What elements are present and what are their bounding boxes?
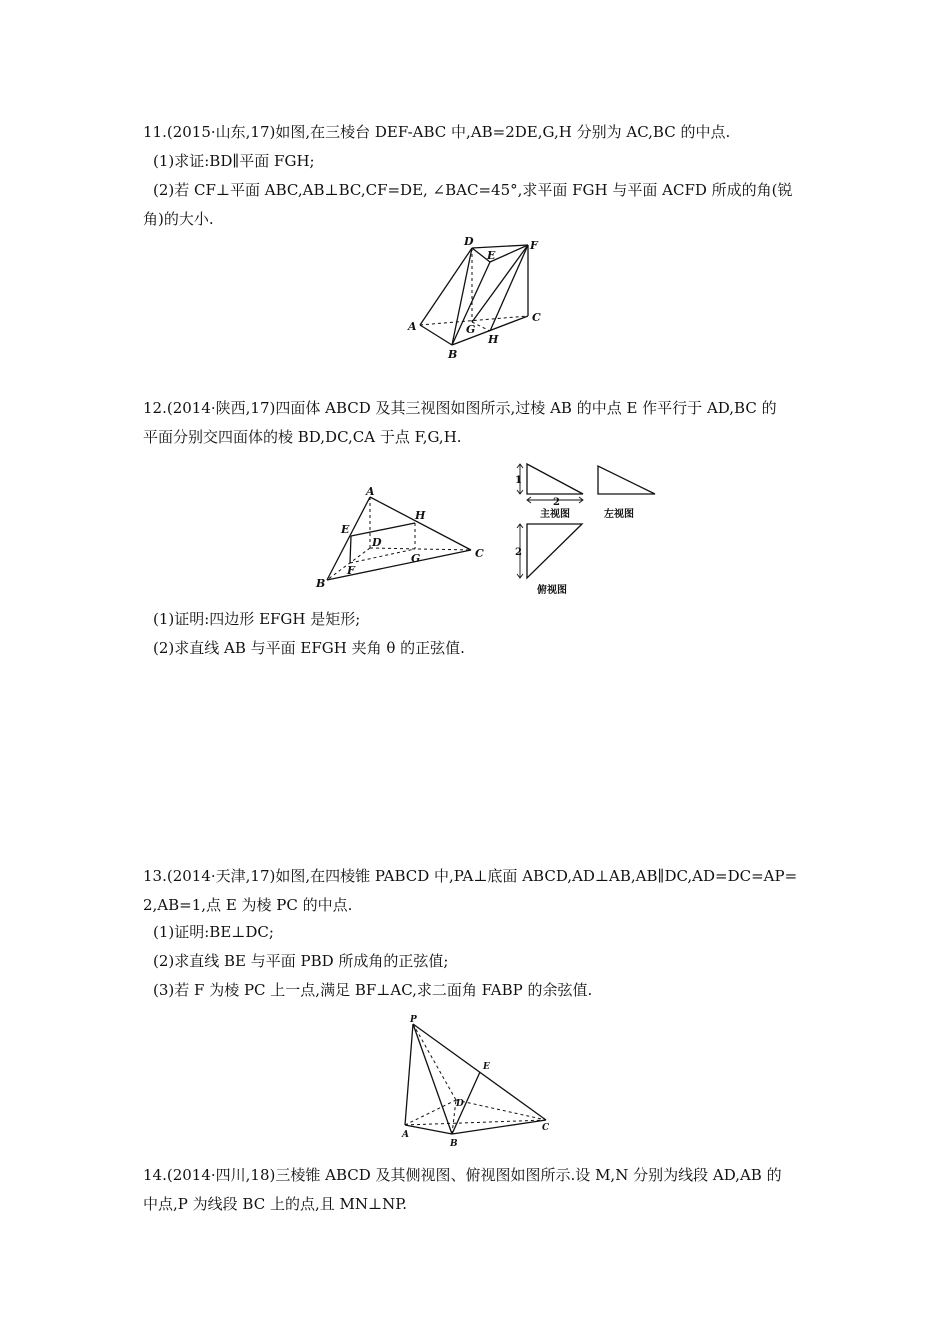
problem-11-line-1: 11.(2015·山东,17)如图,在三棱台 DEF-ABC 中,AB=2DE,G,H 分别为 AC,BC 的中点.	[143, 123, 731, 141]
label-c: C	[475, 547, 484, 560]
dim-front-height: 1	[515, 475, 522, 486]
problem-12-line-2: 平面分别交四面体的棱 BD,DC,CA 于点 F,G,H.	[143, 428, 462, 446]
left-view-shape	[598, 466, 655, 494]
label-a: A	[402, 1130, 409, 1140]
front-view-caption: 主视图	[540, 509, 570, 520]
label-e: E	[483, 1062, 490, 1072]
label-b: B	[316, 577, 326, 588]
problem-12-part-1: (1)证明:四边形 EFGH 是矩形;	[153, 610, 361, 628]
problem-12-figure	[312, 483, 492, 588]
label-d: D	[464, 235, 474, 248]
problem-13-line-1: 13.(2014·天津,17)如图,在四棱锥 PABCD 中,PA⊥底面 ABCD,AD⊥AB,AB∥DC,AD=DC=AP=	[143, 867, 798, 885]
problem-11-figure	[400, 235, 560, 365]
left-view-caption: 左视图	[604, 509, 634, 520]
label-g: G	[411, 552, 421, 565]
problem-13-part-1: (1)证明:BE⊥DC;	[153, 923, 274, 941]
label-f: F	[347, 564, 355, 577]
top-view-caption: 俯视图	[537, 585, 567, 596]
label-p: P	[410, 1015, 417, 1025]
label-d: D	[372, 536, 382, 549]
label-b: B	[450, 1139, 458, 1149]
problem-12-line-1: 12.(2014·陕西,17)四面体 ABCD 及其三视图如图所示,过棱 AB 的中点 E 作平行于 AD,BC 的	[143, 399, 777, 417]
top-view-shape	[527, 524, 582, 578]
label-f: F	[530, 239, 538, 252]
problem-11-part-2: (2)若 CF⊥平面 ABC,AB⊥BC,CF=DE, ∠BAC=45°,求平面 FGH 与平面 ACFD 所成的角(锐	[153, 181, 793, 199]
problem-14-line-1: 14.(2014·四川,18)三棱锥 ABCD 及其侧视图、俯视图如图所示.设 M,N 分别为线段 AD,AB 的	[143, 1166, 782, 1184]
label-a: A	[366, 485, 375, 498]
label-e: E	[487, 249, 496, 262]
label-b: B	[448, 348, 458, 361]
label-d: D	[456, 1099, 464, 1109]
front-view-shape	[527, 464, 583, 494]
problem-11-part-2-cont: 角)的大小.	[143, 210, 214, 228]
dim-front-width: 2	[553, 497, 560, 508]
dim-top-depth: 2	[515, 547, 522, 558]
problem-13-line-2: 2,AB=1,点 E 为棱 PC 的中点.	[143, 896, 353, 914]
problem-13-part-3: (3)若 F 为棱 PC 上一点,满足 BF⊥AC,求二面角 FABP 的余弦值.	[153, 981, 593, 999]
label-c: C	[542, 1123, 550, 1133]
three-views-figure	[510, 458, 670, 598]
problem-13-part-2: (2)求直线 BE 与平面 PBD 所成角的正弦值;	[153, 952, 449, 970]
label-e: E	[341, 523, 350, 536]
label-a: A	[408, 320, 417, 333]
problem-14-line-2: 中点,P 为线段 BC 上的点,且 MN⊥NP.	[143, 1195, 408, 1213]
problem-13-figure	[398, 1012, 558, 1152]
label-g: G	[466, 323, 476, 336]
problem-11-part-1: (1)求证:BD∥平面 FGH;	[153, 152, 315, 170]
label-c: C	[532, 311, 541, 324]
label-h: H	[488, 333, 499, 346]
label-h: H	[415, 509, 426, 522]
problem-12-part-2: (2)求直线 AB 与平面 EFGH 夹角 θ 的正弦值.	[153, 639, 465, 657]
